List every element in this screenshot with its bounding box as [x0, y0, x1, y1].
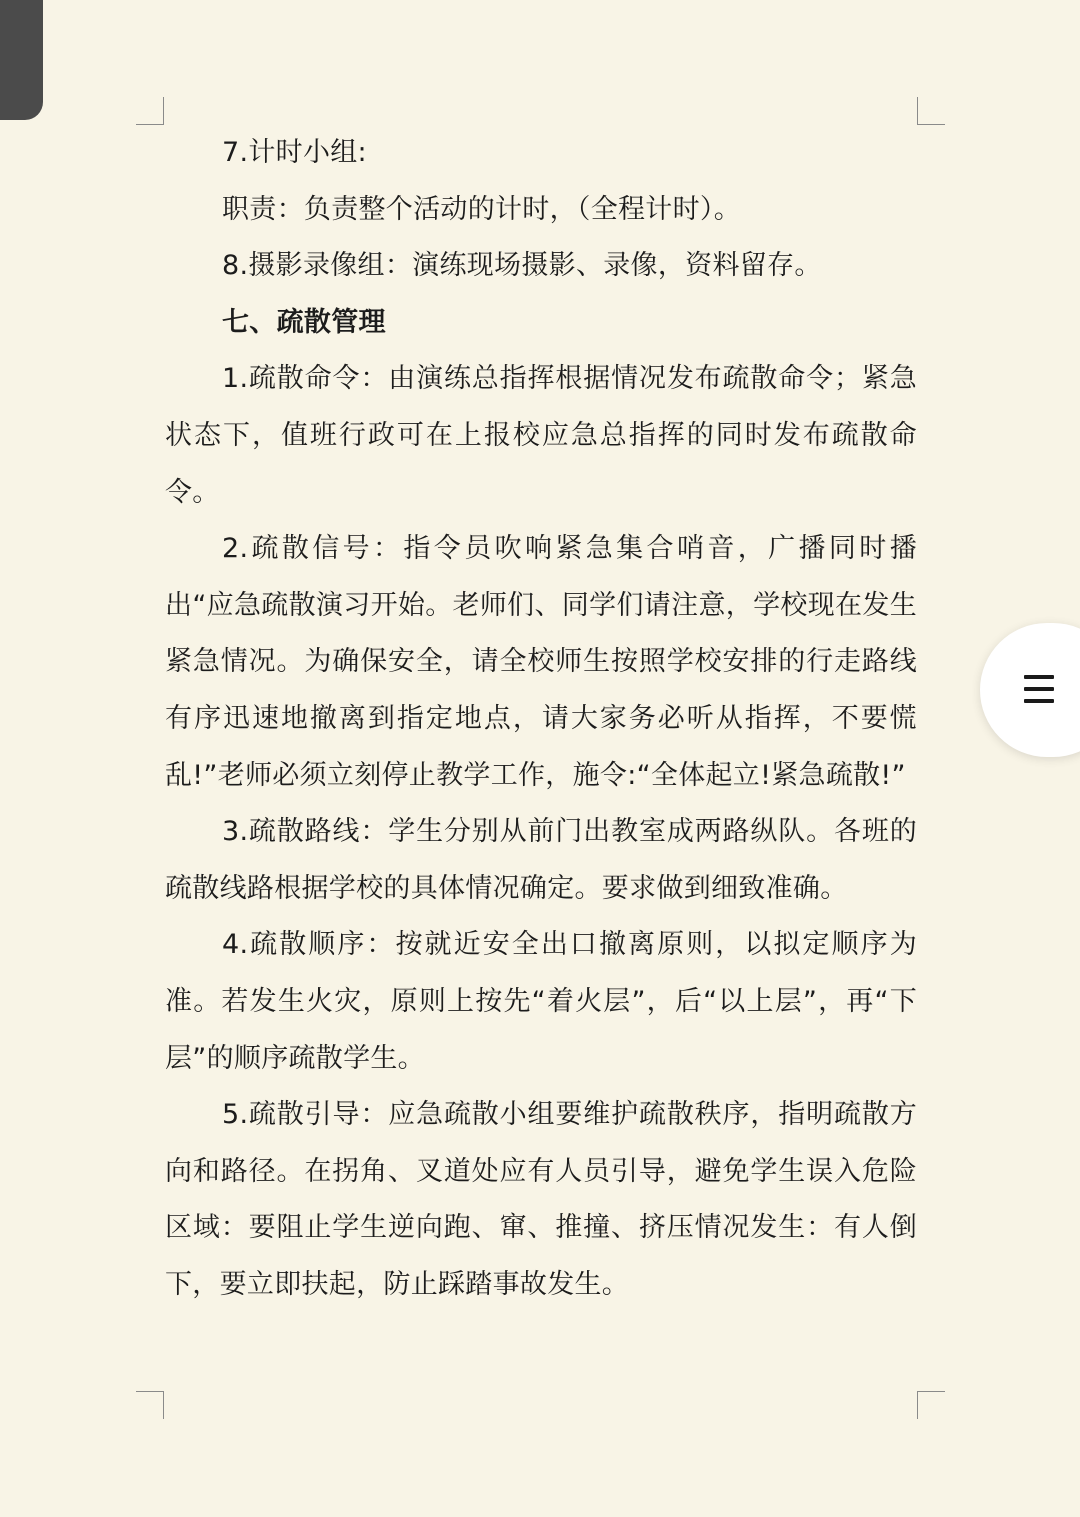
crop-mark-top-left [136, 97, 164, 125]
paragraph-timing-duty: 职责：负责整个活动的计时，（全程计时）。 [222, 193, 741, 225]
hamburger-menu-icon [1024, 675, 1054, 703]
paragraph-evacuation-route: 3.疏散路线：学生分别从前门出教室成两路纵队。各班的疏散线路根据学校的具体情况确定。要求做到细致准确。 [165, 816, 917, 904]
menu-button[interactable] [980, 623, 1080, 757]
section-heading-evacuation: 七、疏散管理 [222, 306, 386, 338]
paragraph-evacuation-signal: 2.疏散信号：指令员吹响紧急集合哨音，广播同时播出“应急疏散演习开始。老师们、同学们请注意，学校现在发生紧急情况。为确保安全，请全校师生按照学校安排的行走路线有序迅速地撤离到指定地点，请大家务必听从指挥，不要慌乱!”老师必须立刻停止教学工作，施令:“全体起立!紧急疏散!” [165, 533, 917, 791]
paragraph-photo-group: 8.摄影录像组：演练现场摄影、录像，资料留存。 [222, 250, 822, 282]
paragraph-evacuation-sequence: 4.疏散顺序：按就近安全出口撤离原则，以拟定顺序为准。若发生火灾，原则上按先“着火层”，后“以上层”，再“下层”的顺序疏散学生。 [165, 929, 917, 1074]
crop-mark-bottom-right [917, 1391, 945, 1419]
crop-mark-top-right [917, 97, 945, 125]
document-body [165, 125, 917, 1313]
paragraph-evacuation-guidance: 5.疏散引导：应急疏散小组要维护疏散秩序，指明疏散方向和路径。在拐角、叉道处应有人员引导，避免学生误入危险区域：要阻止学生逆向跑、窜、推撞、挤压情况发生：有人倒下，要立即扶起，防止踩踏事故发生。 [165, 1099, 917, 1300]
corner-tab[interactable] [0, 0, 43, 120]
paragraph-evacuation-order: 1.疏散命令：由演练总指挥根据情况发布疏散命令；紧急状态下，值班行政可在上报校应急总指挥的同时发布疏散命令。 [165, 363, 917, 508]
paragraph-timing-group: 7.计时小组: [222, 137, 367, 168]
crop-mark-bottom-left [136, 1391, 164, 1419]
